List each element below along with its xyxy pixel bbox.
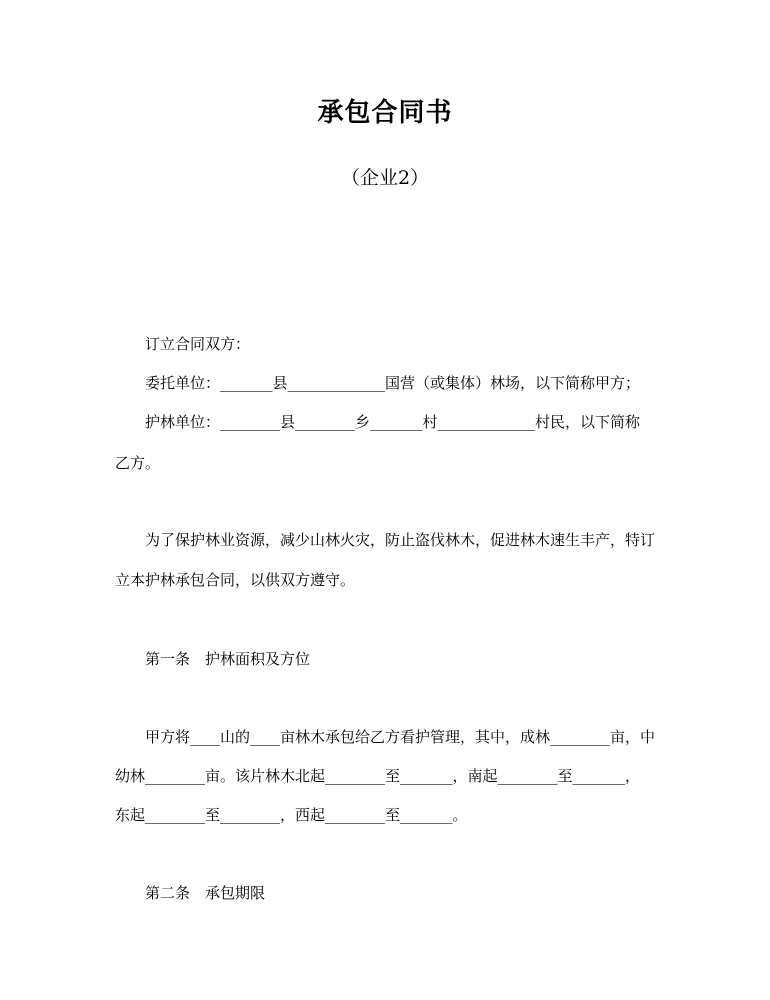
party-b-line-cont: 乙方。	[115, 454, 161, 472]
article-1-paragraph: 甲方将____山的____亩林木承包给乙方看护管理，其中，成林________亩，中	[145, 728, 656, 746]
parties-heading: 订立合同双方：	[145, 335, 251, 353]
article-1-heading: 第一条 护林面积及方位	[145, 650, 311, 668]
article-1-paragraph-cont-2: 东起________至________，西起________至_______。	[115, 806, 468, 824]
article-1-paragraph-cont-1: 幼林________亩。该片林木北起________至_______，南起________至_______，	[115, 767, 641, 785]
article-2-heading: 第二条 承包期限	[145, 884, 266, 902]
document-title: 承包合同书	[317, 98, 453, 128]
purpose-paragraph-cont: 立本护林承包合同，以供双方遵守。	[115, 571, 356, 589]
party-b-line: 护林单位：________县________乡_______村_____________村民，以下简称	[145, 413, 641, 431]
party-a-line: 委托单位：_______县_____________国营（或集体）林场，以下简称甲方；	[145, 374, 641, 392]
purpose-paragraph: 为了保护林业资源，减少山林火灾，防止盗伐林木，促进林木速生丰产，特订	[145, 531, 656, 549]
document-subtitle: （企业2）	[340, 167, 430, 189]
